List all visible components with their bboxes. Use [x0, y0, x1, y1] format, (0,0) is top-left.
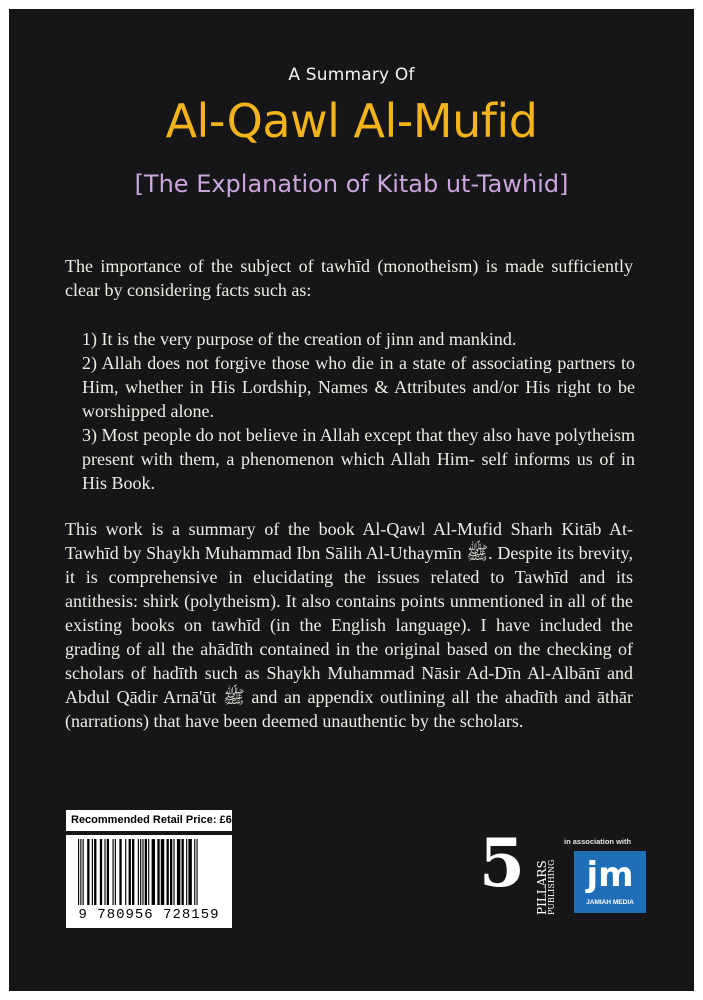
- barcode-bar: [170, 839, 172, 905]
- barcode-bar: [138, 839, 139, 905]
- retail-price-label: Recommended Retail Price: £6: [66, 810, 232, 831]
- publisher-word-publishing: PUBLISHING: [547, 859, 556, 915]
- pre-title: A Summary Of: [288, 65, 415, 85]
- barcode-bar: [152, 839, 155, 905]
- association-label: in association with: [564, 837, 632, 846]
- barcode-bar: [78, 839, 79, 905]
- barcode-bar: [132, 839, 134, 905]
- barcode-bar: [115, 839, 116, 905]
- barcode-bar: [80, 839, 81, 905]
- publisher-word-pillars: PILLARS: [535, 860, 549, 915]
- publisher-name: [531, 857, 556, 917]
- barcode-bar: [161, 839, 164, 905]
- summary-paragraph: This work is a summary of the book Al-Qawl Al-Mufid Sharh Kitāb At-Tawhīd by Shaykh Muhammad Ibn Sālih Al-Uthaymīn ﷺ. Despite its brevity, it is comprehensive in elucidating the issues related to Tawhīd and its antithesis: shirk (polytheism). It also contains points unmentioned in all of the existing books on tawhīd (in the English language). I have included the grading of all the ahādīth contained in the original based on the checking of scholars of hadīth such as Shaykh Muhammad Nāsir Ad-Dīn Al-Albānī and Abdul Qādir Arnā'ūt ﷺ and an appendix outlining all the ahadīth and āthār (narrations) that have been deemed unauthentic by the scholars.: [65, 519, 634, 731]
- barcode-bar: [194, 839, 195, 905]
- barcode: [66, 835, 232, 928]
- barcode-bar: [186, 839, 187, 905]
- barcode-bar: [129, 839, 131, 905]
- barcode-bar: [92, 839, 93, 905]
- barcode-bar: [167, 839, 169, 905]
- five-pillars-logo: [479, 824, 529, 905]
- jm-logo-text: jm: [586, 855, 634, 895]
- barcode-bar: [182, 839, 184, 905]
- isbn-number: 9 780956 728159: [78, 907, 220, 923]
- barcode-bar: [188, 839, 191, 905]
- barcode-bar: [83, 839, 84, 905]
- barcode-bar: [125, 839, 126, 905]
- barcode-bar: [177, 839, 180, 905]
- point-item: 3) Most people do not believe in Allah except that they also have polytheism present with them, a phenomenon which Allah Him- self informs us of in His Book.: [82, 425, 635, 493]
- barcode-bar: [107, 839, 109, 905]
- point-item: 1) It is the very purpose of the creation of jinn and mankind.: [82, 329, 517, 349]
- barcode-bar: [142, 839, 143, 905]
- point-item: 2) Allah does not forgive those who die in a state of associating partners to Him, whether in His Lordship, Names & Attributes and/or His right to be worshipped alone.: [82, 353, 635, 421]
- points-list: [82, 327, 635, 495]
- barcode-bar: [113, 839, 114, 905]
- barcode-bar: [100, 839, 102, 905]
- book-back-cover: [9, 9, 694, 991]
- barcode-bar: [196, 839, 197, 905]
- jm-logo-name: JAMIAH MEDIA: [586, 899, 634, 906]
- barcode-bar: [140, 839, 141, 905]
- logo-number: 5: [479, 824, 525, 902]
- barcode-bar: [94, 839, 96, 905]
- barcode-bar: [145, 839, 147, 905]
- intro-paragraph: The importance of the subject of tawhīd (monotheism) is made sufficiently clear by considering facts such as:: [65, 256, 633, 300]
- barcode-bar: [119, 839, 121, 905]
- barcode-bar: [157, 839, 159, 905]
- barcode-bars: [66, 835, 232, 907]
- barcode-bar: [148, 839, 149, 905]
- book-subtitle: [The Explanation of Kitab ut-Tawhid]: [134, 170, 569, 198]
- jamiah-media-logo: [574, 851, 646, 913]
- barcode-bar: [104, 839, 105, 905]
- book-title: Al-Qawl Al-Mufid: [165, 94, 538, 148]
- barcode-bar: [173, 839, 174, 905]
- barcode-bar: [87, 839, 89, 905]
